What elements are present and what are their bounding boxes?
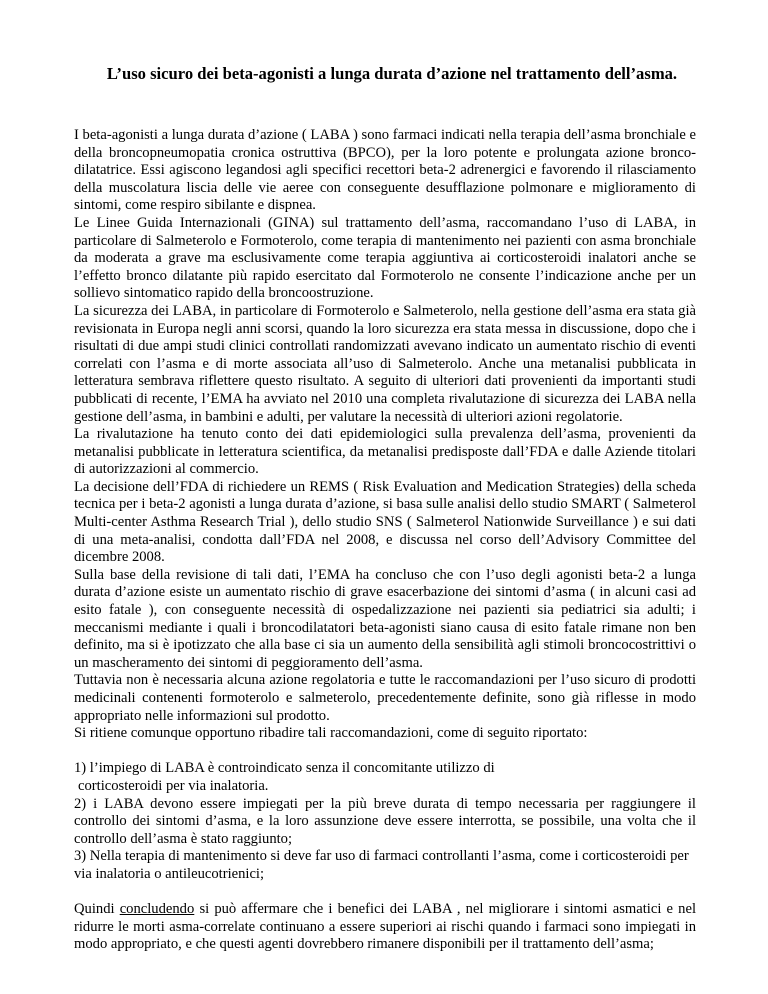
conclusion-emphasis: concludendo (119, 901, 195, 918)
recommendation-3: 3) Nella terapia di mantenimento si deve far uso di farmaci controllanti l’asma, come i corticosteroidi per via inalatoria o antileucotrienici; (74, 848, 689, 882)
spacer (74, 884, 696, 902)
paragraph-gina-guidelines: Le Linee Guida Internazionali (GINA) sul trattamento dell’asma, raccomandano l’uso di LABA, in particolare di Salmeterolo e Formoterolo, come terapia di mantenimento nei pazienti con asma bronchiale da moderata a grave ma esclusivamente come terapia aggiuntiva ai corticosteroidi inalatori anche se l’effetto bronco dilatante più rapido esercitato dal Formoterolo ne consente l’indicazione anche per un sollievo sintomatico rapido della broncoostruzione. (74, 214, 696, 302)
conclusion-prefix: Quindi (74, 901, 120, 918)
paragraph-fda-rems: La decisione dell’FDA di richiedere un REMS ( Risk Evaluation and Medication Strategies) della scheda tecnica per i beta-2 agonisti a lunga durata d’azione, si basa sulle analisi dello studio SMART ( Salmeterol Multi-center Asthma Research Trial ), dello studio SNS ( Salmeterol Nationwide Surveillance ) e sui dati di una meta-analisi, condotta dall’FDA nel 2008, e discussa nel corso dell’Advisory Committee del dicembre 2008. (74, 478, 696, 566)
document-body (74, 127, 696, 954)
paragraph-no-regulatory-action: Tuttavia non è necessaria alcuna azione regolatoria e tutte le raccomandazioni per l’uso sicuro di prodotti medicinali contenenti formoterolo e salmeterolo, precedentemente definite, sono già riflesse in modo appropriato nelle informazioni sul prodotto. (74, 672, 696, 724)
paragraph-safety-review: La sicurezza dei LABA, in particolare di Formoterolo e Salmeterolo, nella gestione dell’asma era stata già revisionata in Europa negli anni scorsi, quando la loro sicurezza era stata messa in discussione, dopo che i risultati di due ampi studi clinici controllati randomizzati avevano indicato un aumentato rischio di eventi correlati con l’asma e di morte associata all’uso di Salmeterolo. Anche una metanalisi pubblicata in letteratura sembrava riflettere questo risultato. A seguito di ulteriori dati provenienti da importanti studi pubblicati di recente, l’EMA ha avviato nel 2010 una completa rivalutazione di sicurezza dei LABA nella gestione dell’asma, in bambini e adulti, per valutare la necessità di ulteriori azioni regolatorie. (74, 302, 696, 425)
paragraph-ema-conclusion: Sulla base della revisione di tali dati, l’EMA ha concluso che con l’uso degli agonisti beta-2 a lunga durata d’azione esiste un aumentato rischio di grave esacerbazione dei sintomi d’asma ( in alcuni casi ad esito fatale ), con conseguente necessità di ospedalizzazione nei pazienti sia pediatrici sia adulti; i meccanismi mediante i quali i broncodilatatori beta-agonisti siano causa di esito fatale rimane non ben definito, ma si è ipotizzato che alla base ci sia un aumento della sensibilità agli stimoli broncocostrittivi o un mascheramento dei sintomi di peggioramento dell’asma. (74, 566, 696, 671)
spacer (74, 743, 696, 761)
conclusion-text: si può affermare che i benefici dei LABA , nel migliorare i sintomi asmatici e nel ridurre le morti asma-correlate continuano a essere superiori ai rischi quando i farmaci sono impiegati in modo appropriato, e che questi agenti dovrebbero rimanere disponibili per il trattamento dell’asma; (74, 901, 696, 953)
recommendation-1-continued: corticosteroidi per via inalatoria. (78, 777, 269, 794)
paragraph-conclusion (74, 901, 696, 954)
recommendation-2: 2) i LABA devono essere impiegati per la più breve durata di tempo necessaria per raggiungere il controllo dei sintomi d’asma, e la loro assunzione deve essere interrotta, se possibile, una volta che il controllo dell’asma è stato raggiunto; (74, 795, 696, 847)
recommendation-1: 1) l’impiego di LABA è controindicato senza il concomitante utilizzo di (74, 760, 495, 777)
paragraph-recommendations-intro: Si ritiene comunque opportuno ribadire tali raccomandazioni, come di seguito riportato: (74, 725, 588, 742)
paragraph-laba-definition: I beta-agonisti a lunga durata d’azione ( LABA ) sono farmaci indicati nella terapia dell’asma bronchiale e della broncopneumopatia cronica ostruttiva (BPCO), per la loro potente e prolungata azione bronco-dilatatrice. Essi agiscono legandosi agli specifici recettori beta-2 adrenergici e favorendo il rilasciamento della muscolatura liscia delle vie aeree con conseguente desufflazione polmonare e miglioramento di sintomi, come respiro sibilante e dispnea. (74, 127, 696, 214)
paragraph-epidemiological-data: La rivalutazione ha tenuto conto dei dati epidemiologici sulla prevalenza dell’asma, provenienti da metanalisi pubblicate in letteratura scientifica, da metanalisi predisposte dall’FDA e dalle Aziende titolari di autorizzazioni al commercio. (74, 426, 696, 478)
document-title: L’uso sicuro dei beta-agonisti a lunga durata d’azione nel trattamento dell’asma. (106, 64, 678, 83)
